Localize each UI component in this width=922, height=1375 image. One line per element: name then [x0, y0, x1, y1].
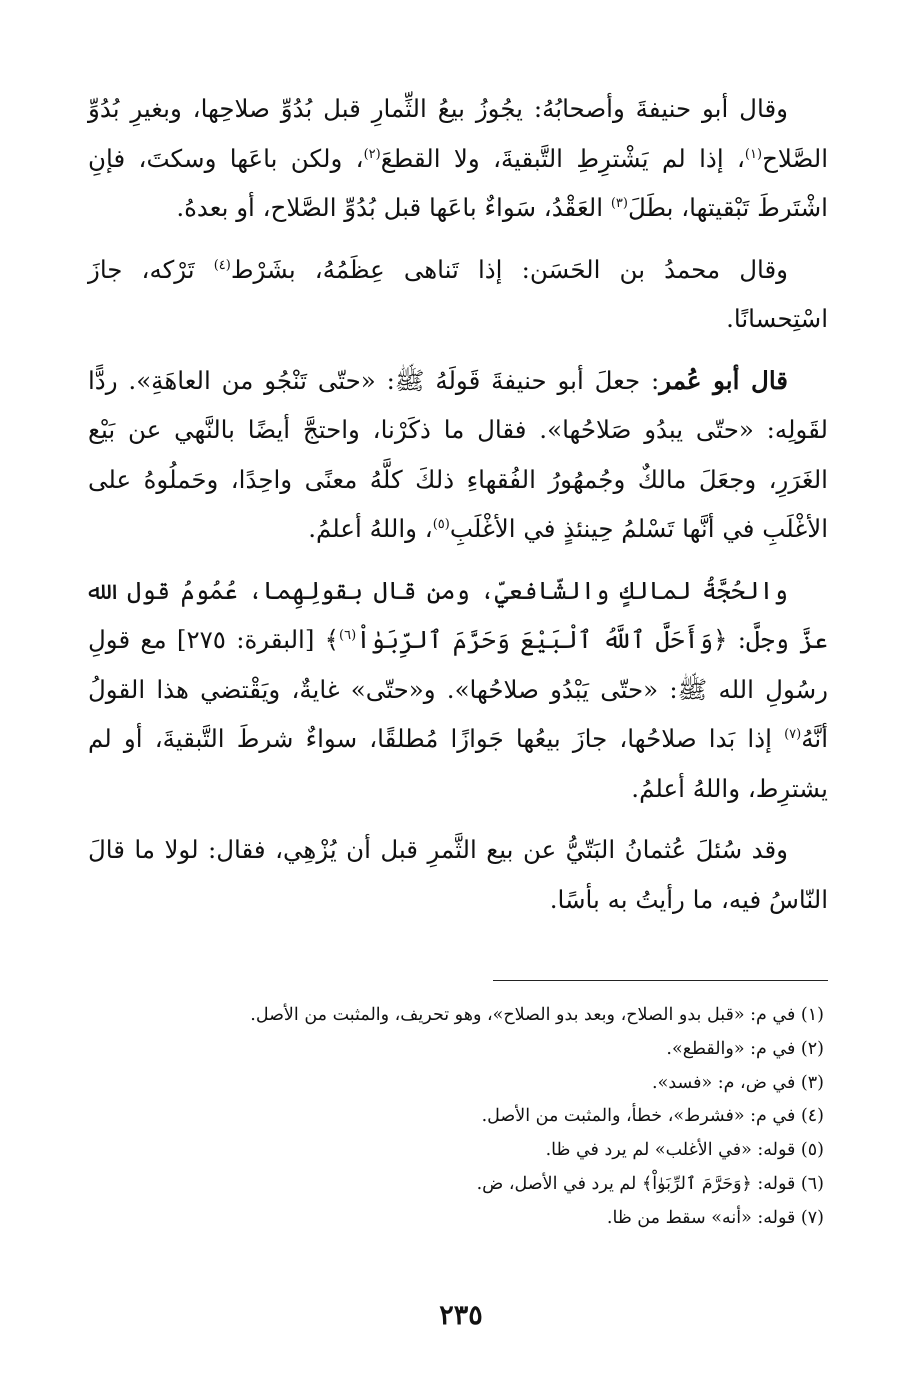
footnote-marker: (١) [744, 146, 763, 162]
text-run: وقال محمدُ بن الحَسَن: إذا تَناهى عِظَمُهُ، بشَرْط [230, 254, 788, 284]
text-run: تَرْكه، جازَ اسْتِحسانًا. [88, 254, 828, 333]
footnote-marker: (٤) [213, 257, 231, 273]
footnote-separator [493, 980, 828, 981]
text-run: إذا بَدا صلاحُها، جازَ بيعُها جَوازًا مُطلقًا، سواءٌ شرطَ التَّبقيةَ، أو لم يشترِط، واللهُ أعلمُ. [88, 724, 828, 803]
footnote: (٧) قوله: «أنه» سقط من ظا. [606, 1207, 824, 1228]
paragraph [88, 356, 828, 554]
footnote: (٢) في م: «والقطع». [666, 1038, 824, 1059]
paragraph-lead: قال أبو عُمر [659, 365, 788, 395]
paragraph [88, 566, 828, 814]
page-number: ٢٣٥ [439, 1300, 483, 1331]
footnote-marker: (٥) [432, 516, 450, 532]
paragraph [88, 84, 828, 233]
footnote: (٤) في م: «فشرط»، خطأ، والمثبت من الأصل. [481, 1106, 824, 1127]
footnote-marker: (٣) [610, 195, 628, 211]
text-run: : جعلَ أبو حنيفةَ قَولَهُ ﷺ: «حتّى تَنْجُو من العاهَةِ». ردًّا لقَولِه: «حتّى يبدُو صَلاحُها». فقال ما ذكَرْنا، واحتجَّ أيضًا بالنَّهي عن بَيْع الغَرَرِ، وجعَلَ مالكٌ وجُمهُورُ الفُقهاءِ ذلكَ كلَّهُ معنًى واحِدًا، وحَملُوهُ على الأغْلَبِ في أنَّها تَسْلمُ حِينئذٍ في الأغْلَبِ [88, 365, 828, 543]
text-run: ، ولكن باعَها وسكتَ، فإنِ اشْتَرطَ تَبْقيتها، بطَلَ [88, 143, 828, 222]
footnotes [88, 999, 828, 1236]
text-run: العَقْدُ، سَواءٌ باعَها قبل بُدُوِّ الصَّلاح، أو بعدهُ. [176, 193, 611, 222]
footnote: (١) في م: «قبل بدو الصلاح، وبعد بدو الصلاح»، وهو تحريف، والمثبت من الأصل. [250, 1005, 824, 1025]
footnote-marker: (٢) [363, 146, 381, 162]
paragraph [88, 245, 828, 344]
text-run: والحُجَّةُ لمالكٍ والشّافعيِّ، ومن قال بقولِهِما، عُمُومُ قول الله عزَّ وجلَّ: ﴿وَأَحَلَّ ٱللَّهُ ٱلْبَيْعَ وَحَرَّمَ ٱلرِّبَوٰاْ [88, 575, 829, 654]
main-text [88, 84, 828, 924]
text-run: ، واللهُ أعلمُ. [308, 514, 433, 543]
text-run: ، إذا لم يَشْترِطِ التَّبقيةَ، ولا القطعَ [380, 143, 745, 173]
text-run: وقال أبو حنيفةَ وأصحابُهُ: يجُوزُ بيعُ الثِّمارِ قبل بُدُوِّ صلاحِها، وبغيرِ بُدُوِّ الصَّلاح [88, 94, 829, 173]
text-run: ﴾ [البقرة: ٢٧٥] مع قولِ رسُولِ الله ﷺ: «حتّى يَبْدُو صلاحُها». و«حتّى» غايةٌ، ويَقْتضي هذا القولُ أنَّهُ [88, 625, 828, 753]
text-run: وقد سُئلَ عُثمانُ البَتّيُّ عن بيع الثَّمرِ قبل أن يُزْهِي، فقال: لولا ما قالَ النّاسُ فيه، ما رأيتُ به بأسًا. [88, 835, 828, 914]
footnote-marker: (٦) [339, 627, 357, 643]
footnote: (٣) في ض، م: «فسد». [652, 1072, 824, 1093]
footnote: (٥) قوله: «في الأغلب» لم يرد في ظا. [545, 1140, 824, 1161]
paragraph [88, 825, 828, 924]
footnote: (٦) قوله: ﴿وَحَرَّمَ ٱلرِّبَوٰاْ﴾ لم يرد في الأصل، ض. [476, 1173, 824, 1194]
footnote-marker: (٧) [784, 726, 802, 742]
